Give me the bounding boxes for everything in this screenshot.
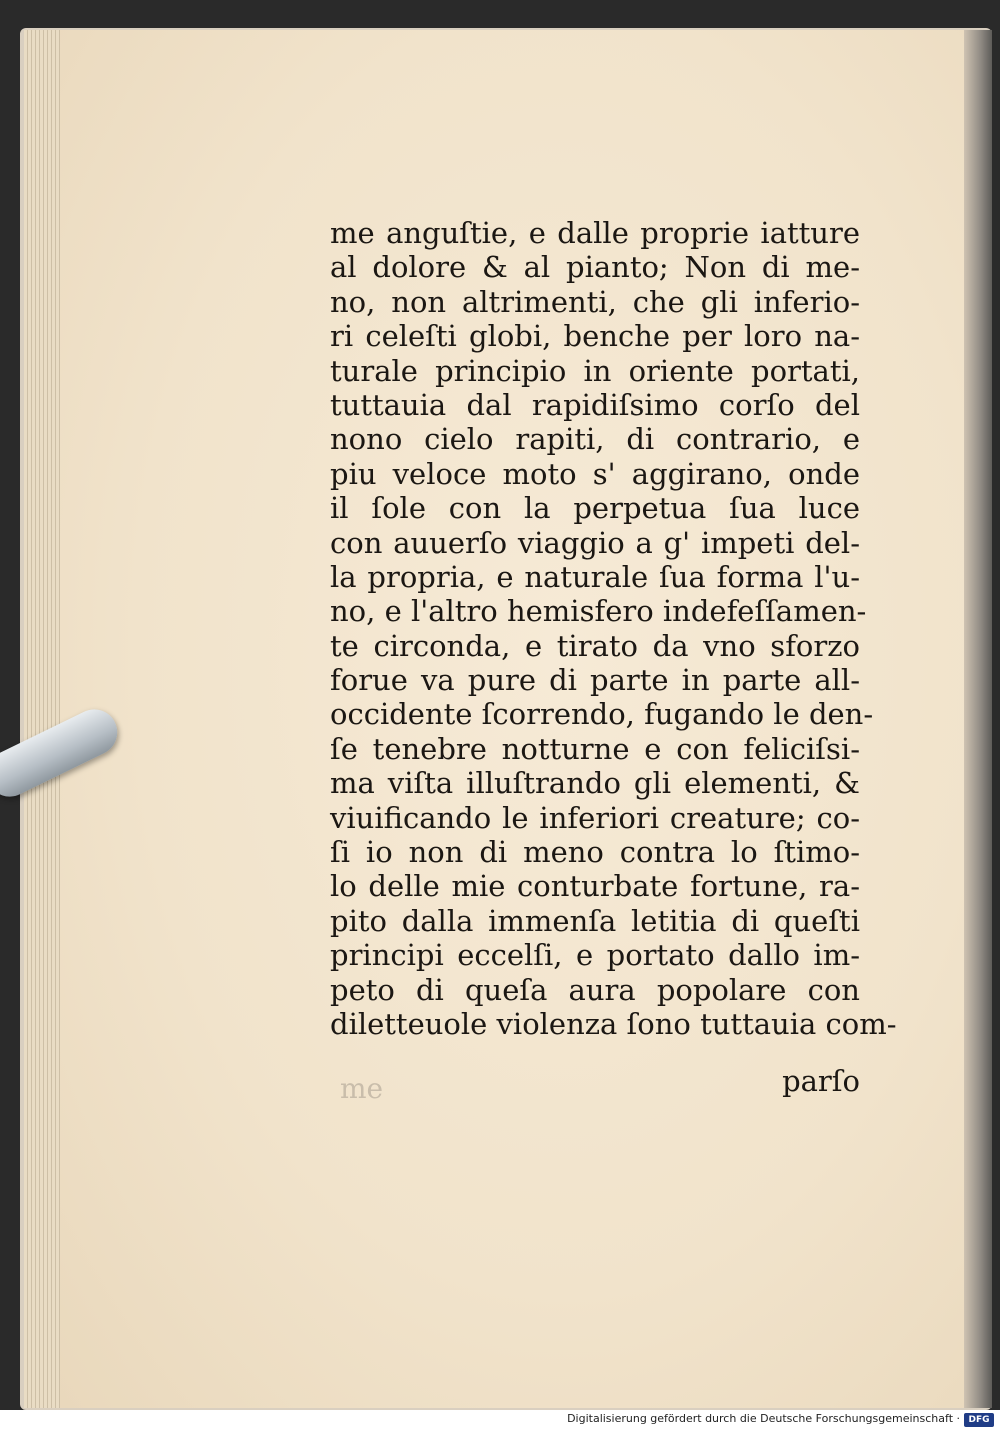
text-line: principi eccelſi, e portato dallo im-: [330, 938, 860, 973]
text-line: no, e l'altro hemisfero indefeſſamen-: [330, 594, 867, 629]
text-line: nono cielo rapiti, di contrario, e: [330, 422, 860, 457]
text-line: forue va pure di parte in parte all-: [330, 663, 860, 698]
text-line: ſe tenebre notturne e con feliciſsi-: [330, 731, 860, 766]
text-line: peto di queſa aura popolare con: [330, 972, 860, 1007]
text-line: ma viſta illuſtrando gli elementi, &: [330, 766, 860, 801]
page-text: [330, 216, 897, 1041]
text-line: te circonda, e tirato da vno sforzo: [330, 628, 860, 663]
text-line: al dolore & al pianto; Non di me-: [330, 250, 860, 285]
text-line: diletteuole violenza ſono tuttauia com-: [330, 1006, 897, 1041]
text-line: no, non altrimenti, che gli inferio-: [330, 284, 860, 319]
book-gutter: [964, 30, 992, 1408]
dfg-logo[interactable]: DFG: [964, 1413, 994, 1427]
text-line: occidente ſcorrendo, fugando le den-: [330, 697, 874, 732]
text-line: ſi io non di meno contra lo ſtimo-: [330, 835, 860, 870]
text-line: turale principio in oriente portati,: [330, 353, 860, 388]
text-line: piu veloce moto s' aggirano, onde: [330, 456, 860, 491]
text-line: viuificando le inferiori creature; co-: [330, 800, 860, 835]
text-line: con auuerſo viaggio a g' impeti del-: [330, 525, 860, 560]
show-through-text: me: [340, 1072, 384, 1105]
text-line: tuttauia dal rapidiſsimo corſo del: [330, 387, 860, 422]
text-line: me anguſtie, e dalle proprie iatture: [330, 216, 860, 250]
text-line: ri celeſti globi, benche per loro na-: [330, 319, 860, 354]
footer-bar: [0, 1410, 1000, 1431]
text-line: la propria, e naturale ſua forma l'u-: [330, 559, 860, 594]
text-line: pito dalla immenſa letitia di queſti: [330, 903, 860, 938]
text-line: lo delle mie conturbate fortune, ra-: [330, 869, 860, 904]
text-line: il ſole con la perpetua ſua luce: [330, 491, 860, 526]
footer-credit: Digitalisierung gefördert durch die Deutsche Forschungsgemeinschaft ·: [567, 1412, 960, 1425]
catchword: parſo: [782, 1064, 860, 1098]
